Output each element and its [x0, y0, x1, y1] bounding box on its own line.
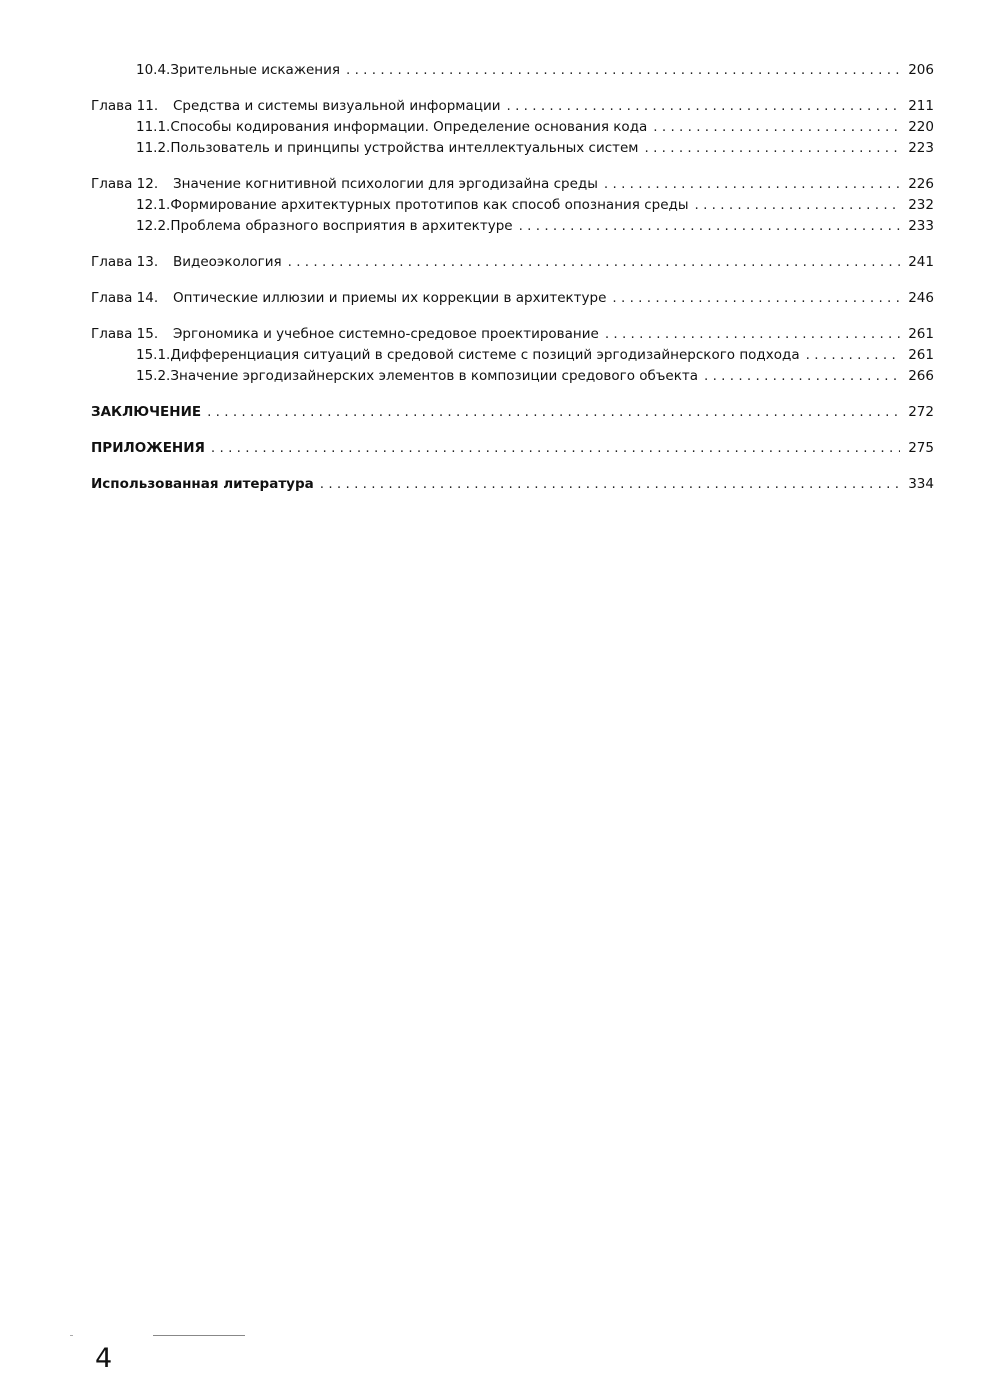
toc-leader-dots	[605, 324, 900, 345]
toc-leader-dots	[806, 345, 900, 366]
toc-entry-title: Эргономика и учебное системно-средовое проектирование	[173, 326, 599, 342]
toc-entry[interactable]	[91, 60, 934, 81]
toc-entry[interactable]	[91, 324, 934, 345]
toc-entry[interactable]	[91, 345, 934, 366]
toc-entry-title: ЗАКЛЮЧЕНИЕ	[91, 404, 202, 420]
toc-entry-number: Глава 12.	[91, 176, 159, 192]
toc-entry-title: Видеоэкология	[173, 254, 282, 270]
toc-entry[interactable]	[91, 138, 934, 159]
toc-entry-title: Значение эргодизайнерских элементов в композиции средового объекта	[170, 368, 698, 384]
toc-entry[interactable]	[91, 195, 934, 216]
toc-entry-page: 232	[908, 197, 934, 213]
toc-leader-dots	[346, 60, 900, 81]
toc-leader-dots	[211, 438, 900, 459]
toc-leader-dots	[288, 252, 900, 273]
toc-leader-dots	[604, 174, 900, 195]
toc-entry-title: Использованная литература	[91, 476, 314, 492]
toc-entry[interactable]	[91, 252, 934, 273]
toc-entry-page: 211	[908, 98, 934, 114]
table-of-contents	[91, 60, 934, 495]
toc-entry-page: 223	[908, 140, 934, 156]
toc-entry-page: 334	[908, 476, 934, 492]
toc-leader-dots	[695, 195, 901, 216]
toc-leader-dots	[507, 96, 900, 117]
toc-leader-dots	[519, 216, 900, 237]
toc-entry-page: 261	[908, 326, 934, 342]
toc-entry-title: Зрительные искажения	[170, 62, 341, 78]
toc-entry-page: 261	[908, 347, 934, 363]
footer-rule	[153, 1335, 245, 1336]
toc-leader-dots	[207, 402, 900, 423]
footer-mark	[70, 1335, 73, 1336]
page-number: 4	[95, 1343, 113, 1374]
toc-entry[interactable]	[91, 117, 934, 138]
toc-entry-title: Оптические иллюзии и приемы их коррекции в архитектуре	[173, 290, 607, 306]
toc-entry[interactable]	[91, 366, 934, 387]
toc-entry-title: Пользователь и принципы устройства интеллектуальных систем	[170, 140, 639, 156]
toc-entry-number: 10.4.	[136, 62, 171, 78]
toc-entry-number: Глава 13.	[91, 254, 159, 270]
toc-entry[interactable]	[91, 288, 934, 309]
toc-entry-title: Способы кодирования информации. Определение основания кода	[170, 119, 648, 135]
toc-entry-number: 11.2.	[136, 140, 171, 156]
toc-entry-number: 12.2.	[136, 218, 171, 234]
toc-entry-number: Глава 14.	[91, 290, 159, 306]
toc-entry[interactable]	[91, 96, 934, 117]
toc-entry-number: 15.1.	[136, 347, 171, 363]
toc-leader-dots	[645, 138, 901, 159]
toc-entry-appendices[interactable]	[91, 438, 934, 459]
toc-leader-dots	[653, 117, 900, 138]
toc-entry[interactable]	[91, 216, 934, 237]
toc-entry-references[interactable]	[91, 474, 934, 495]
toc-entry-title: Проблема образного восприятия в архитектуре	[170, 218, 513, 234]
toc-entry-number: 11.1.	[136, 119, 171, 135]
toc-entry-title: Значение когнитивной психологии для эргодизайна среды	[173, 176, 598, 192]
toc-entry-number: 15.2.	[136, 368, 171, 384]
toc-entry-title: Дифференциация ситуаций в средовой системе с позиций эргодизайнерского подхода	[170, 347, 800, 363]
toc-entry-page: 275	[908, 440, 934, 456]
toc-entry-conclusion[interactable]	[91, 402, 934, 423]
toc-entry-page: 246	[908, 290, 934, 306]
toc-entry-page: 272	[908, 404, 934, 420]
toc-entry-number: Глава 11.	[91, 98, 159, 114]
toc-entry-page: 220	[908, 119, 934, 135]
toc-leader-dots	[612, 288, 900, 309]
toc-entry-number: 12.1.	[136, 197, 171, 213]
toc-entry-title: ПРИЛОЖЕНИЯ	[91, 440, 205, 456]
toc-leader-dots	[704, 366, 900, 387]
toc-leader-dots	[320, 474, 900, 495]
toc-entry-page: 241	[908, 254, 934, 270]
toc-entry-page: 226	[908, 176, 934, 192]
toc-entry[interactable]	[91, 174, 934, 195]
toc-entry-number: Глава 15.	[91, 326, 159, 342]
toc-entry-page: 233	[908, 218, 934, 234]
toc-entry-page: 266	[908, 368, 934, 384]
toc-entry-title: Средства и системы визуальной информации	[173, 98, 501, 114]
toc-entry-title: Формирование архитектурных прототипов как способ опознания среды	[170, 197, 689, 213]
toc-entry-page: 206	[908, 62, 934, 78]
